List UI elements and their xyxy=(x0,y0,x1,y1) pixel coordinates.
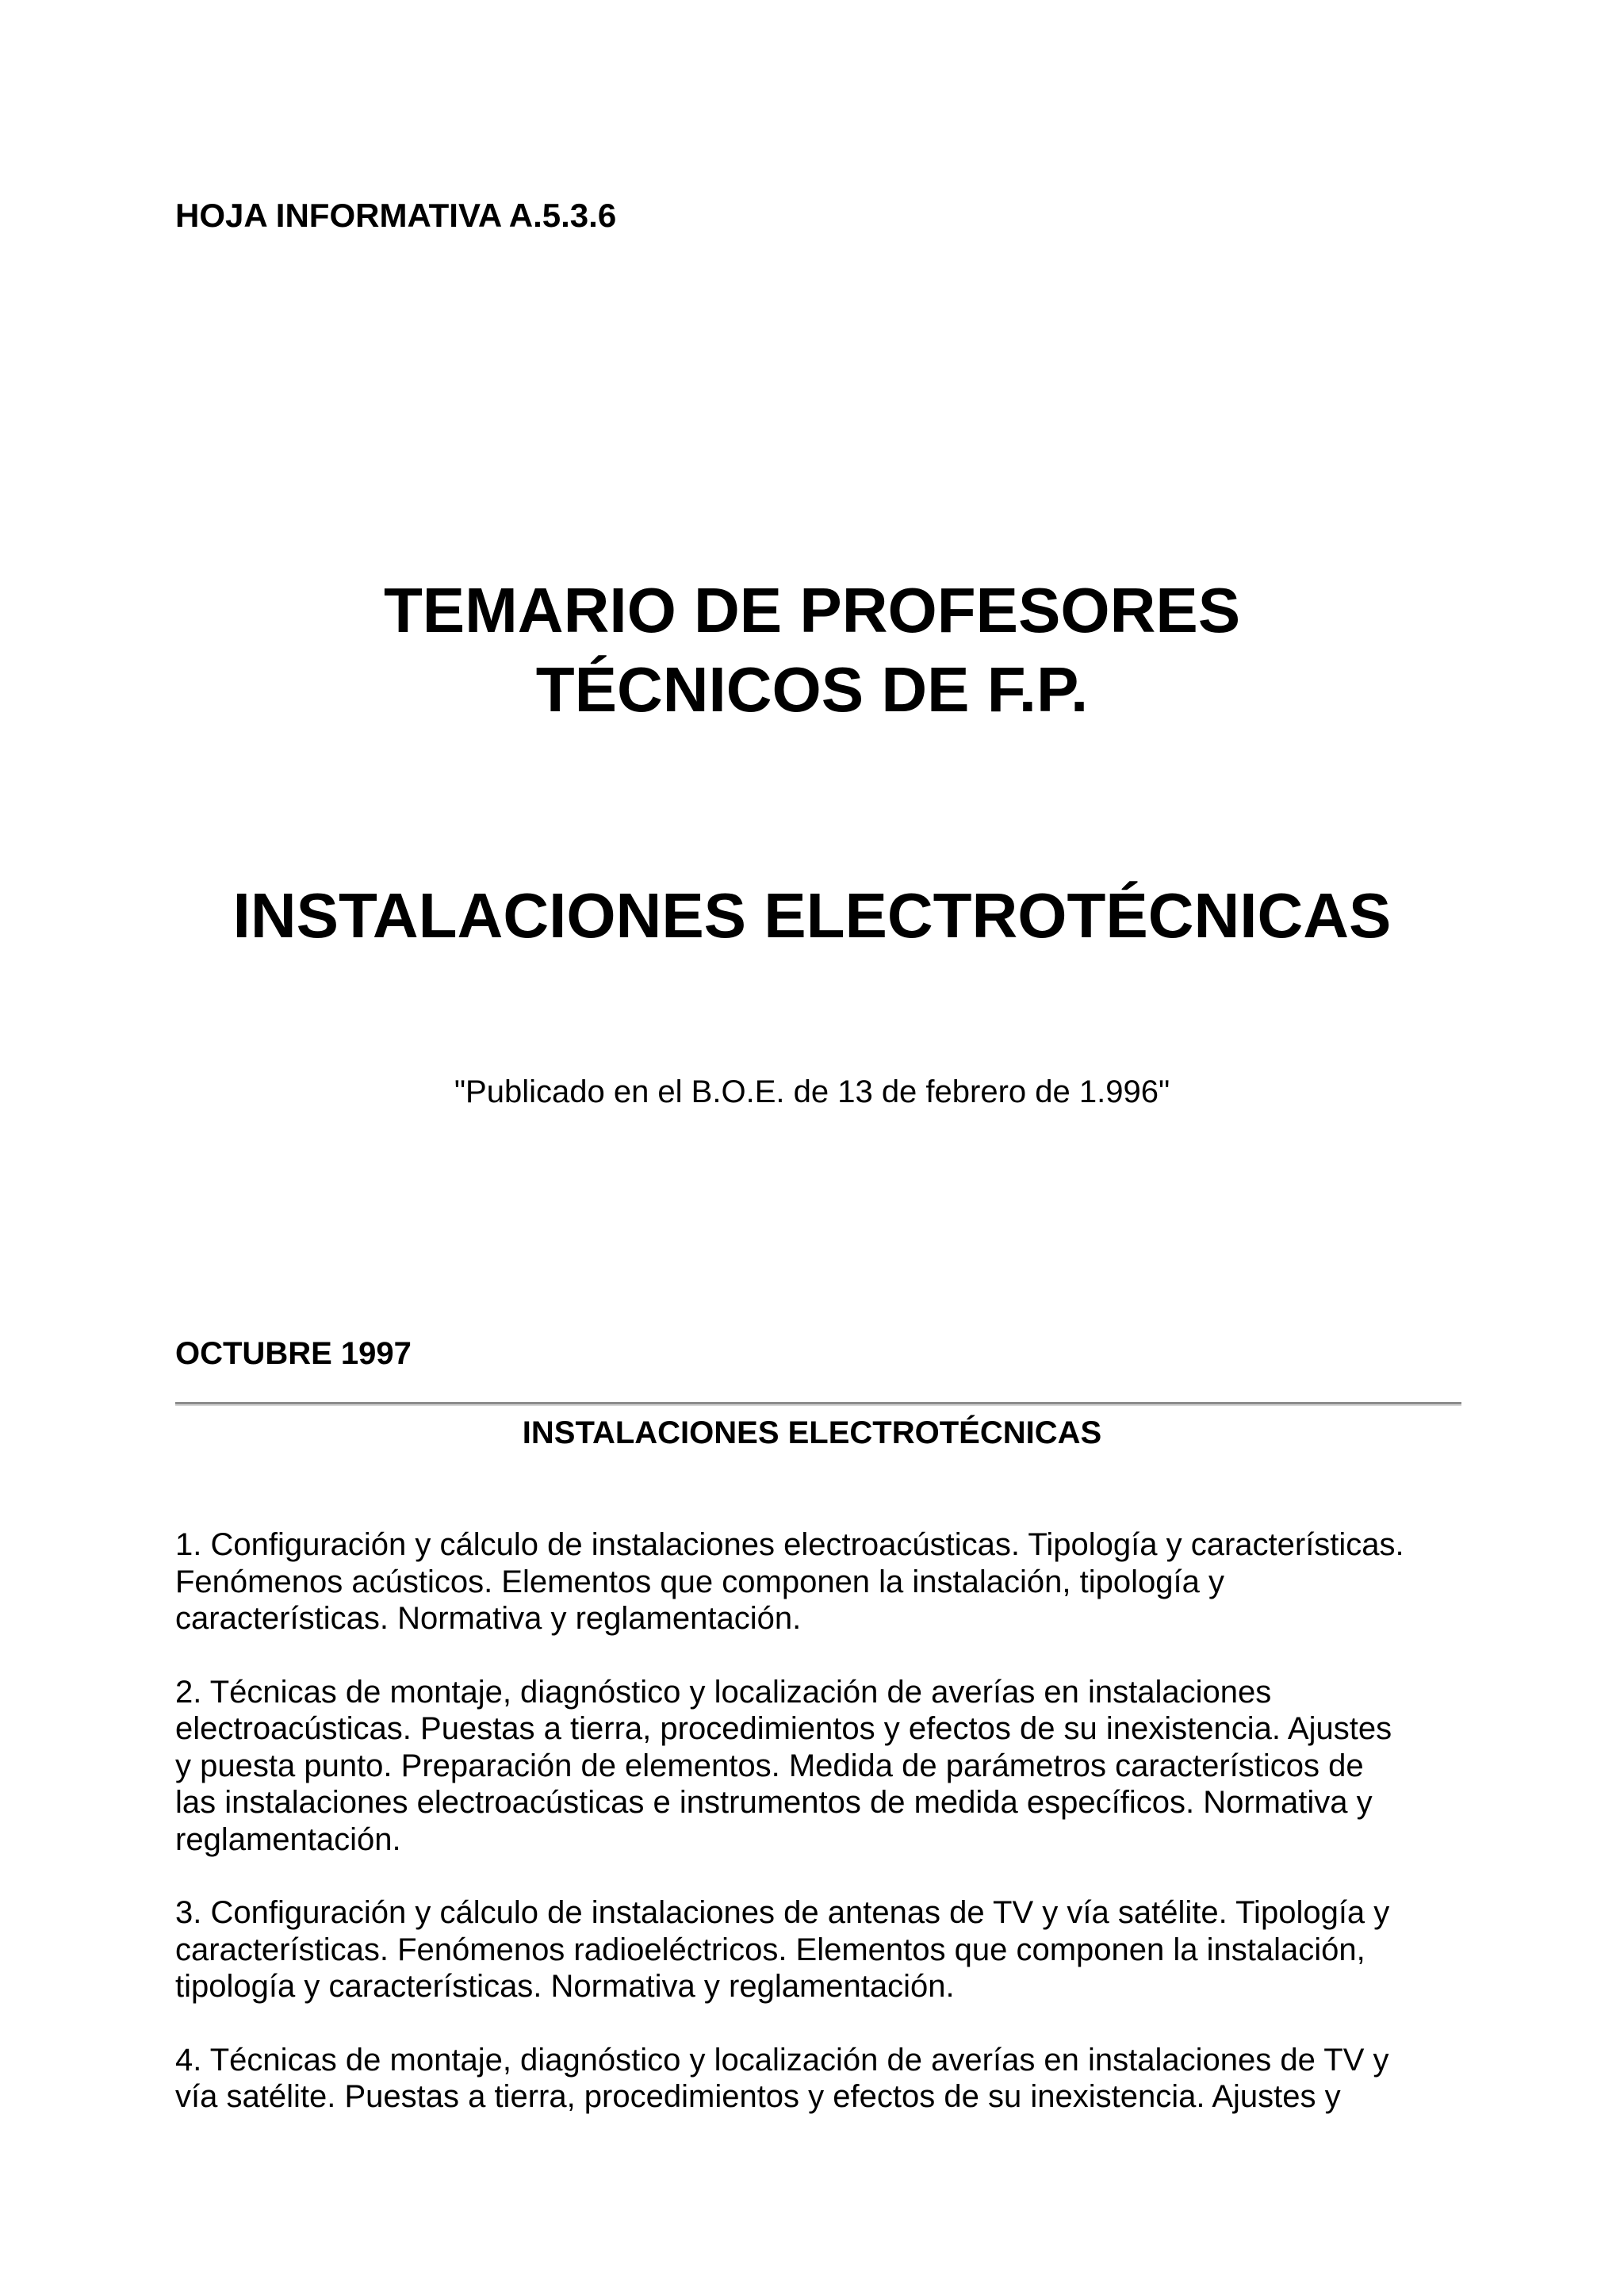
topic-line: características. Normativa y reglamentación. xyxy=(175,1601,802,1636)
topic-line: y puesta punto. Preparación de elementos. Medida de parámetros característicos de xyxy=(175,1748,1364,1783)
topic-item-1 xyxy=(175,1526,1461,1637)
topic-line: Fenómenos acústicos. Elementos que componen la instalación, tipología y xyxy=(175,1564,1224,1599)
topic-line: electroacústicas. Puestas a tierra, procedimientos y efectos de su inexistencia. Ajustes xyxy=(175,1711,1392,1746)
publication-note: "Publicado en el B.O.E. de 13 de febrero de 1.996" xyxy=(454,1074,1170,1109)
topic-line: reglamentación. xyxy=(175,1821,401,1857)
topic-line: tipología y características. Normativa y reglamentación. xyxy=(175,1969,955,2004)
horizontal-divider xyxy=(175,1402,1461,1406)
topic-line: 2. Técnicas de montaje, diagnóstico y localización de averías en instalaciones xyxy=(175,1674,1272,1710)
section-heading: INSTALACIONES ELECTROTÉCNICAS xyxy=(522,1415,1102,1450)
topic-list xyxy=(175,1526,1461,2152)
topic-item-2 xyxy=(175,1674,1461,1859)
document-title xyxy=(0,571,1624,730)
sheet-code: HOJA INFORMATIVA A.5.3.6 xyxy=(175,197,617,234)
topic-item-3 xyxy=(175,1894,1461,2005)
topic-line: 4. Técnicas de montaje, diagnóstico y localización de averías en instalaciones de TV y xyxy=(175,2042,1389,2078)
topic-line: 3. Configuración y cálculo de instalaciones de antenas de TV y vía satélite. Tipología y xyxy=(175,1895,1390,1930)
topic-item-4 xyxy=(175,2042,1461,2116)
topic-line: características. Fenómenos radioeléctricos. Elementos que componen la instalación, xyxy=(175,1932,1365,1967)
specialty-title: INSTALACIONES ELECTROTÉCNICAS xyxy=(232,880,1392,951)
topic-line: 1. Configuración y cálculo de instalaciones electroacústicas. Tipología y características. xyxy=(175,1527,1404,1562)
document-title-line-2: TÉCNICOS DE F.P. xyxy=(535,654,1089,725)
topic-line: vía satélite. Puestas a tierra, procedimientos y efectos de su inexistencia. Ajustes y xyxy=(175,2079,1341,2114)
topic-line: las instalaciones electroacústicas e instrumentos de medida específicos. Normativa y xyxy=(175,1785,1373,1820)
document-title-line-1: TEMARIO DE PROFESORES xyxy=(383,575,1241,645)
publication-date: OCTUBRE 1997 xyxy=(175,1336,412,1371)
